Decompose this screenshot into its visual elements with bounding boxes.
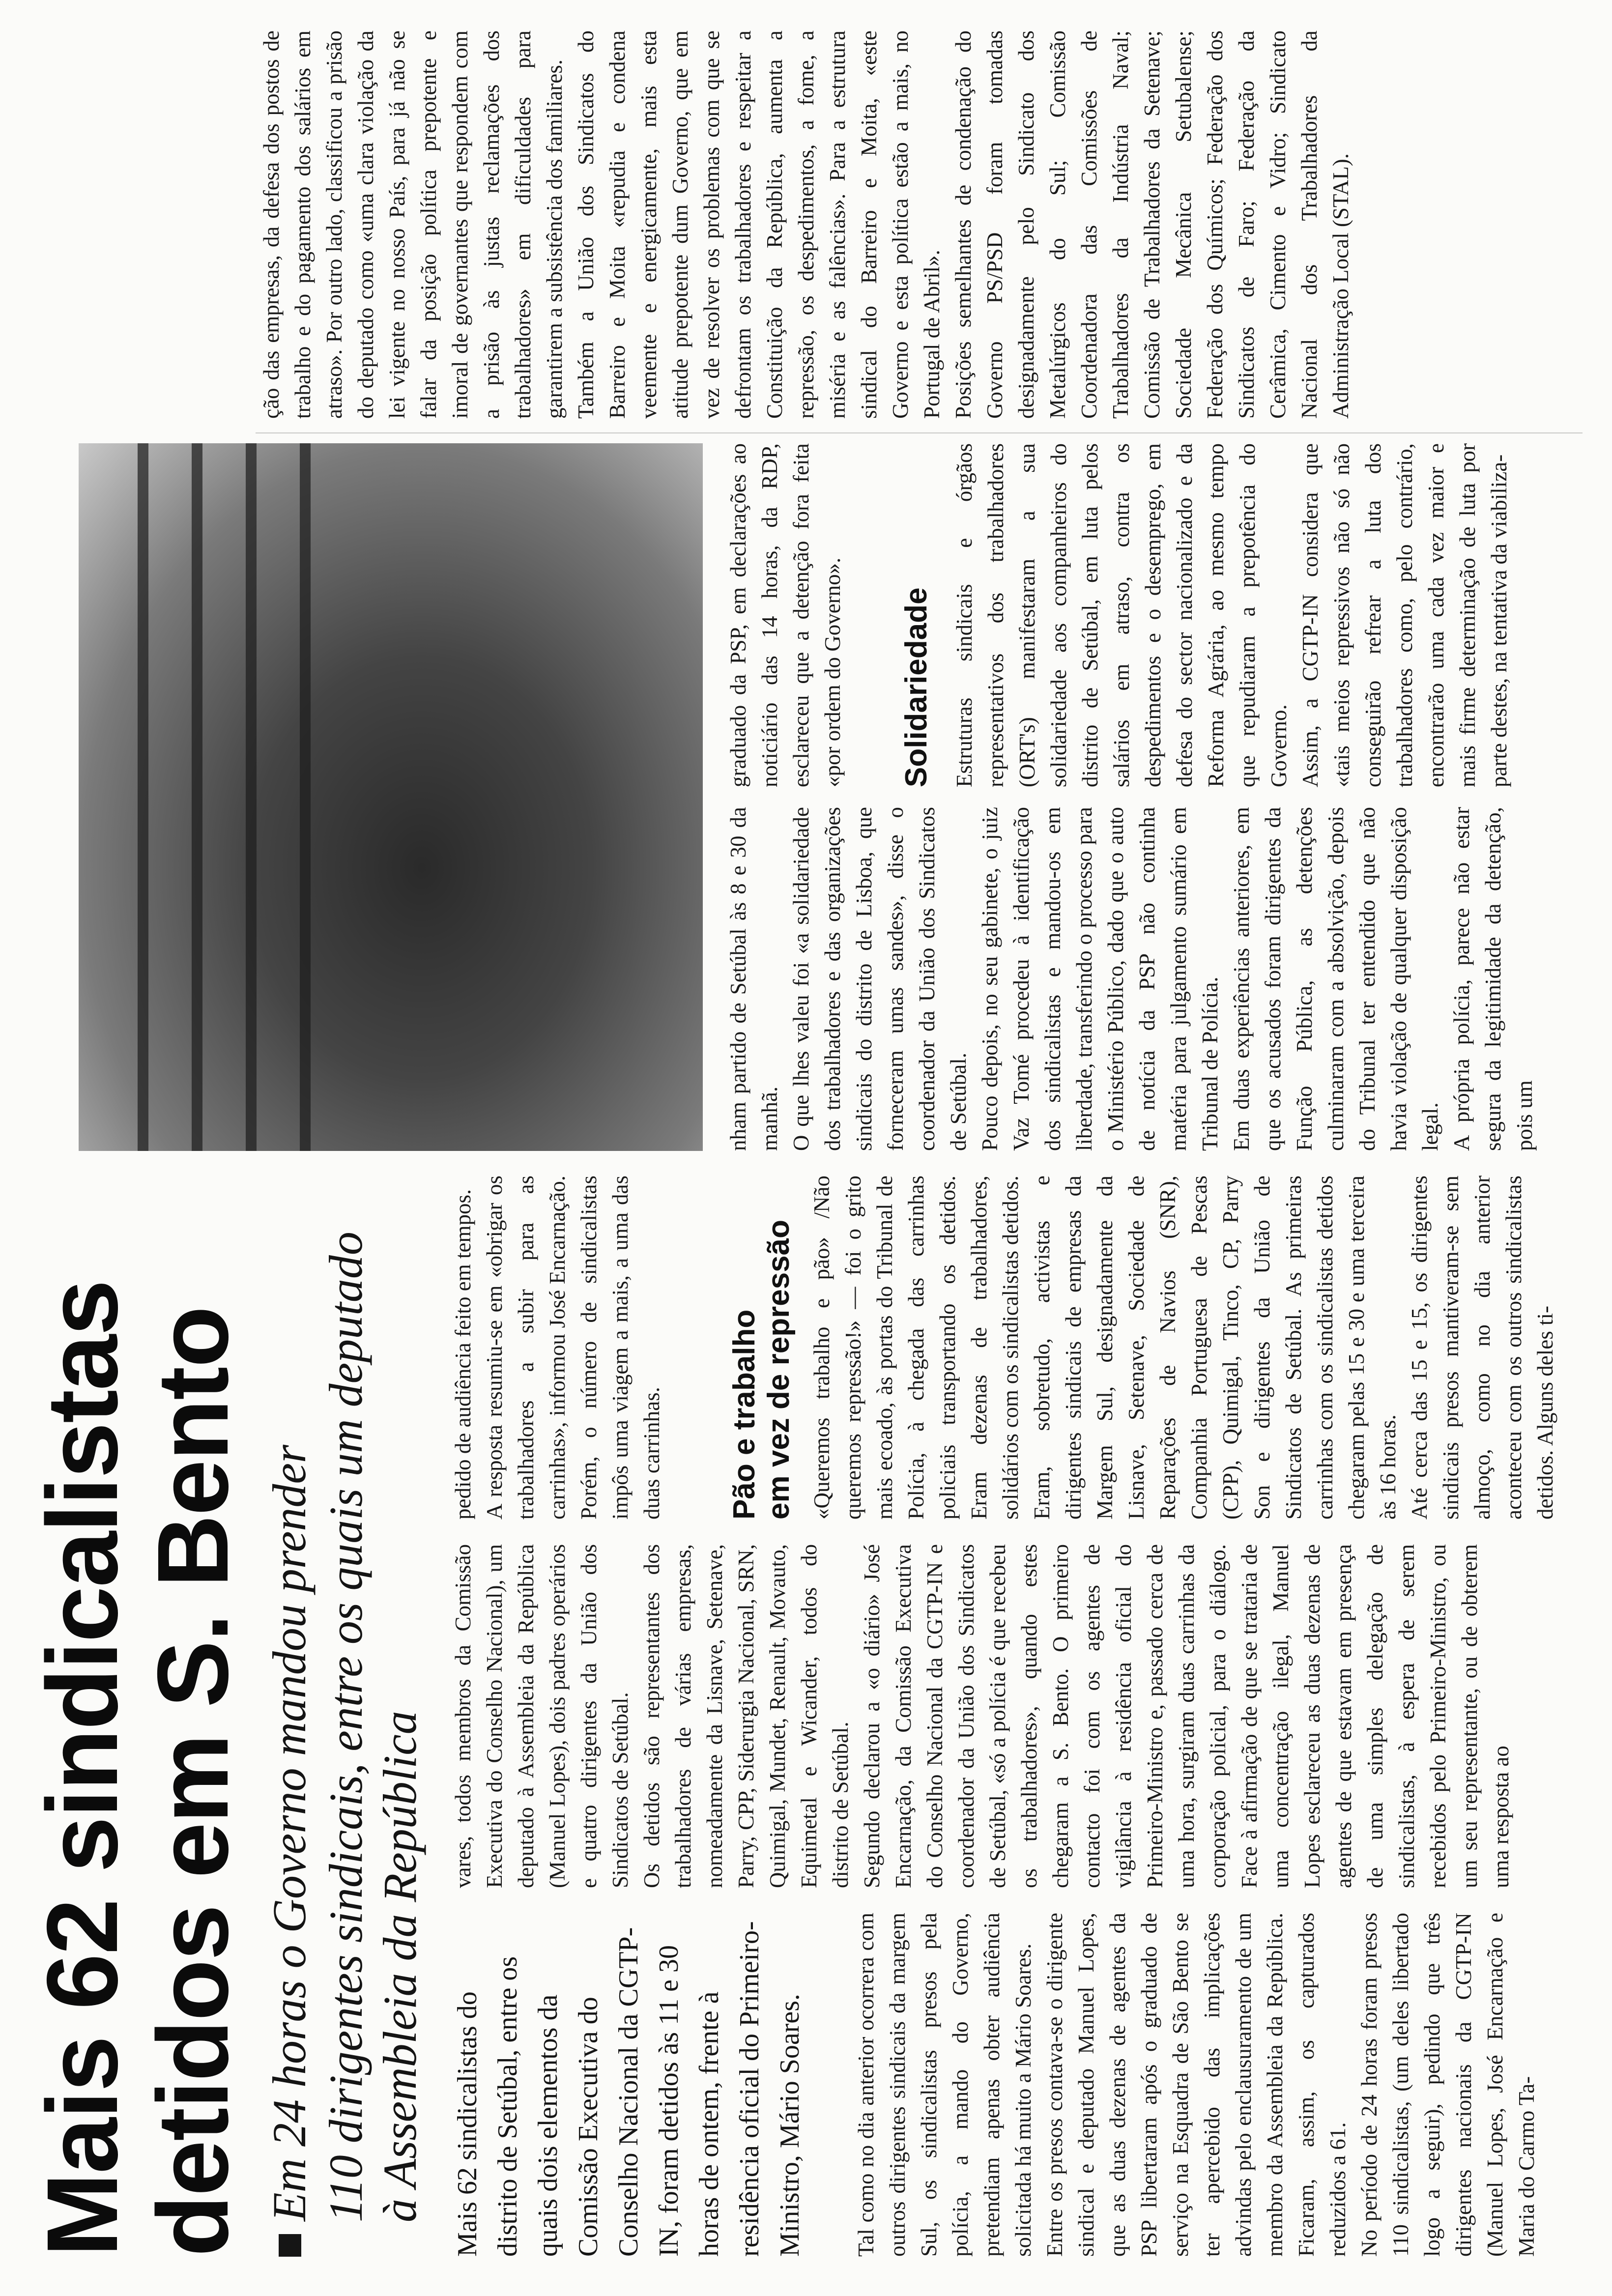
subhead-solidariedade: Solidariedade <box>899 587 933 787</box>
subhead-line-1: Pão e trabalho <box>727 1309 761 1520</box>
article-column-4: nham partido de Setúbal às 8 e 30 da manhã. O que lhes valeu foi «a solidariedade dos trabalhadores e das organizações sindicais do distrito de Lisboa, que forneceram umas sandes», disse o coordenador da União dos Sindicatos de Setúbal. Pouco depois, no seu gabinete, o juiz Vaz Tomé procedeu à identificação dos sindicalistas e mandou-os em liberdade, transferindo o processo para o Ministério Público, dado que o auto de notícia da PSP não continha matéria para julgamento sumário em Tribunal de Polícia. Em duas experiências anteriores, em que os acusados foram dirigentes da Função Pública, as detenções culminaram com a absolvição, depois do Tribunal ter entendido que não havia violação de qualquer disposição legal. A própria polícia, parece não estar segura da legitimidade da detenção, pois um <box>726 807 1537 1151</box>
news-photo <box>79 443 703 1151</box>
headline-line-2: detidos em S. Bento <box>137 1307 249 2257</box>
subhead-line-2: em vez de repressão <box>762 1219 796 1520</box>
kicker-line-2: 110 dirigentes sindicais, entre os quais um deputado <box>319 1232 372 2222</box>
column-divider <box>256 432 1583 433</box>
lead-paragraph: Mais 62 sindicalistas do distrito de Setúbal, entre os quais dois elementos da Comissão Executiva do Conselho Nacional da CGTP-IN, foram detidos às 11 e 30 horas de ontem, frente à residência oficial do Primeiro-Ministro, Mário Soares. <box>452 1921 805 2257</box>
article-column-3a: pedido de audiência feito em tempos. A resposta resumiu-se em «obrigar os trabalhadores a subir para as carrinhas», informou José Encarnação. Porém, o número de sindicalistas impôs uma viagem a mais, a uma das duas carrinhas. <box>451 1176 664 1520</box>
article-column-6: ção das empresas, da defesa dos postos de trabalho e do pagamento dos salários em atraso». Por outro lado, classificou a prisão do deputado como «uma clara violação da lei vigente no nosso País, para já não se falar da posição política prepotente e imoral de governantes que respondem com a prisão às justas reclamações dos trabalhadores» em dificuldades para garantirem a subsistência dos familiares. Também a União dos Sindicatos do Barreiro e Moita «repudia e condena veemente e energicamente, mais esta atitude prepotente dum Governo, que em vez de resolver os problemas com que se defrontam os trabalhadores e respeitar a Constituição da República, aumenta a repressão, os despedimentos, a fome, a miséria e as falências». Para a estrutura sindical do Barreiro e Moita, «este Governo e esta política estão a mais, no Portugal de Abril». Posições semelhantes de condenação do Governo PS/PSD foram tomadas designadamente pelo Sindicato dos Metalúrgicos do Sul; Comissão Coordenadora das Comissões de Trabalhadores da Indústria Naval; Comissão de Trabalhadores da Setenave; Sociedade Mecânica Setubalense; Federação dos Químicos; Federação dos Sindicatos de Faro; Federação da Cerâmica, Cimento e Vidro; Sindicato Nacional dos Trabalhadores da Administração Local (STAL). <box>259 30 1353 419</box>
headline-line-1: Mais 62 sindicalistas <box>26 1280 139 2257</box>
article-column-1: Tal como no dia anterior ocorrera com outros dirigentes sindicais da margem Sul, os sindicalistas presos pela polícia, a mando do Governo, pretendiam apenas obter audiência solicitada há muito a Mário Soares. Entre os presos contava-se o dirigente sindical e deputado Manuel Lopes, que as duas dezenas de agentes da PSP libertaram após o graduado de serviço na Esquadra de São Bento se ter apercebido das implicações advindas pelo enclausuramento de um membro da Assembleia da República. Ficaram, assim, os capturados reduzidos a 61. No período de 24 horas foram presos 110 sindicalistas, (um deles libertado logo a seguir), pedindo que três dirigentes nacionais da CGTP-IN (Manuel Lopes, José Encarnação e Maria do Carmo Ta- <box>854 1913 1539 2257</box>
subhead-pao-e-trabalho <box>727 1176 801 1520</box>
article-column-2: vares, todos membros da Comissão Executiva do Conselho Nacional), um deputado à Assembleia da República (Manuel Lopes), dois padres operários e quatro dirigentes da União dos Sindicatos de Setúbal. Os detidos são representantes dos trabalhadores de várias empresas, nomeadamente da Lisnave, Setenave, Parry, CPP, Siderurgia Nacional, SRN, Quimigal, Mundet, Renault, Movauto, Equimetal e Wicander, todos do distrito de Setúbal. Segundo declarou a «o diário» José Encarnação, da Comissão Executiva do Conselho Nacional da CGTP-IN e coordenador da União dos Sindicatos de Setúbal, «só a polícia é que recebeu os trabalhadores», quando estes chegaram a S. Bento. O primeiro contacto foi com os agentes de vigilância à residência oficial do Primeiro-Ministro e, passado cerca de uma hora, surgiram duas carrinhas da corporação policial, para o diálogo. Face à afirmação de que se trataria de uma concentração ilegal, Manuel Lopes esclareceu as duas dezenas de agentes de que estavam em presença de uma simples delegação de sindicalistas, à espera de serem recebidos pelo Primeiro-Ministro, ou um seu representante, ou de obterem uma resposta ao <box>451 1544 1513 1888</box>
kicker-line-3: à Assembleia da República <box>374 1711 426 2222</box>
article-column-3b: «Queremos trabalho e pão» /Não queremos repressão!» — foi o grito mais ecoado, às portas do Tribunal de Polícia, à chegada das carrinhas policiais transportando os detidos. Eram dezenas de trabalhadores, solidários com os sindicalistas detidos. Eram, sobretudo, activistas e dirigentes sindicais de empresas da Margem Sul, designadamente da Lisnave, Setenave, Sociedade de Reparações de Navios (SNR), Companhia Portuguesa de Pescas (CPP), Quimigal, Tinco, CP, Parry Son e dirigentes da União de Sindicatos de Setúbal. As primeiras carrinhas com os sindicalistas detidos chegaram pelas 15 e 30 e uma terceira às 16 horas. Até cerca das 15 e 15, os dirigentes sindicais presos mantiveram-se sem almoço, como no dia anterior aconteceu com os outros sindicalistas detidos. Alguns deles ti- <box>809 1176 1557 1520</box>
kicker-line-1: Em 24 horas o Governo mandou prender <box>263 1028 316 2257</box>
article-column-5b: Estruturas sindicais e órgãos representativos dos trabalhadores (ORT's) manifestaram a sua solidariedade aos companheiros do distrito de Setúbal, em luta pelos salários em atraso, contra os despedimentos e o desemprego, em defesa do sector nacionalizado e da Reforma Agrária, ao mesmo tempo que repudiaram a prepotência do Governo. Assim, a CGTP-IN considera que «tais meios repressivos não só não conseguirão refrear a luta dos trabalhadores como, pelo contrário, encontrarão uma cada vez maior e mais firme determinação de luta por parte destes, na tentativa da viabiliza- <box>952 443 1511 787</box>
bullet-square-icon <box>279 2234 301 2257</box>
article-column-5: graduado da PSP, em declarações ao noticiário das 14 horas, da RDP, esclareceu que a detenção fora feita «por ordem do Governo». <box>726 443 845 787</box>
